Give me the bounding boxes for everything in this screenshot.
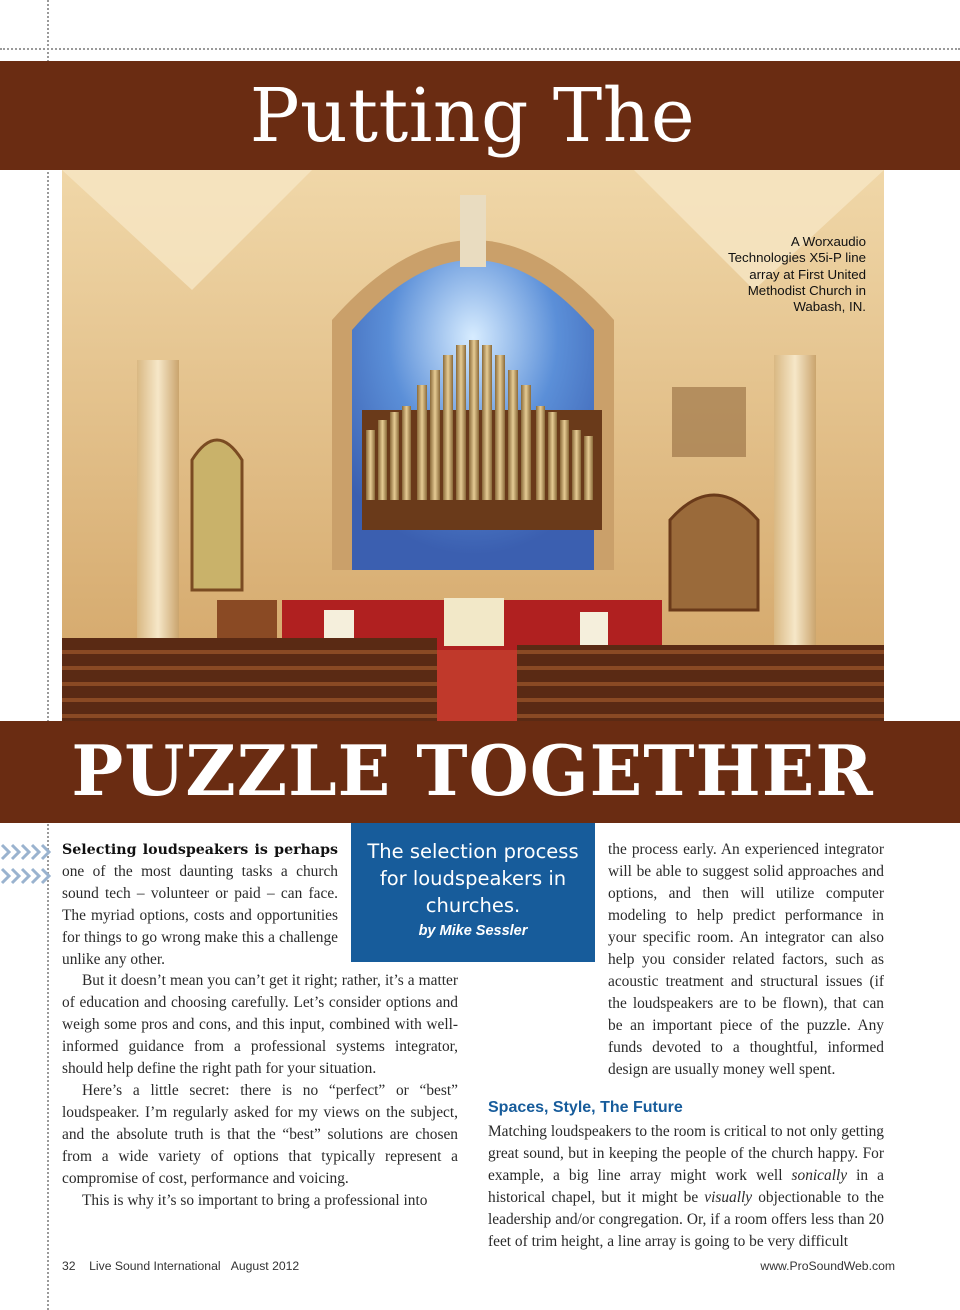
photo-caption: A Worxaudio Technologies X5i-P line array at First United Methodist Church in Wabash, IN. — [728, 234, 866, 315]
footer-left — [62, 1259, 299, 1273]
paragraph-6-part-c: objectionable to the leadership and/or congregation. Or, if a room offers less than 20 feet of trim height, a line array is going to be very difficult — [488, 1189, 884, 1250]
paragraph-6-part-b: in a historical chapel, but it might be — [488, 1167, 884, 1206]
altar-cloth — [444, 598, 504, 646]
crop-guide-vertical — [47, 0, 49, 1310]
hanging-line-array — [460, 195, 486, 267]
crop-guide-horizontal — [0, 48, 960, 50]
chevron-arrows-icon — [0, 842, 56, 890]
lead-in: Selecting loudspeakers is perhaps — [62, 842, 338, 858]
pews-left — [62, 638, 437, 721]
paragraph-2: But it doesn’t mean you can’t get it right; rather, it’s a matter of education and choosing carefully. Let’s consider options and weigh some pros and cons, and this input, combined with well-informed guidance from a professional systems integrator, should help define the right path for your situation. — [62, 972, 458, 1077]
paragraph-6-part-a: Matching loudspeakers to the room is critical to not only getting great sound, but in keeping the people of the church happy. For example, a big line array might work well — [488, 1123, 884, 1184]
pews-right — [517, 645, 884, 721]
paragraph-5-text: the process early. An experienced integrator will be able to suggest solid approaches and options, and then will utilize computer modeling to help predict performance in your specific room. An integrator can also help you consider related factors, such as acoustic treatment and structural issues (if the loudspeakers are to be flown), that can be an important piece of the puzzle. Any funds devoted to a thoughtful, informed design are usually money well spent. — [608, 841, 884, 1078]
paragraph-3: Here’s a little secret: there is no “perfect” or “best” loudspeaker. I’m regularly asked for my views on the subject, and the absolute truth is that the “best” solutions are chosen from a wide variety of options that typically represent a compromise of cost, performance and voicing. — [62, 1082, 458, 1187]
publication-name: Live Sound International — [89, 1259, 221, 1273]
byline: by Mike Sessler — [418, 923, 528, 939]
article-column-left — [62, 970, 458, 1212]
paragraph-6 — [488, 1121, 884, 1253]
center-aisle — [437, 650, 517, 721]
paragraph-4: This is why it’s so important to bring a professional into — [82, 1192, 428, 1209]
article-column-right — [488, 839, 884, 1253]
issue-date: August 2012 — [230, 1259, 300, 1273]
doorway-arch — [670, 495, 758, 610]
stained-glass-window — [192, 440, 242, 590]
emphasis-visually: visually — [704, 1189, 753, 1206]
page-title-line1: Putting The — [249, 73, 696, 159]
footer-website: www.ProSoundWeb.com — [760, 1259, 895, 1273]
section-subhead: Spaces, Style, The Future — [488, 1099, 683, 1116]
article-column-left-top — [62, 839, 338, 971]
church-photo — [62, 170, 884, 721]
pull-quote-text: The selection process for loudspeakers in churches. — [367, 840, 579, 917]
page-title-line2: PUZZLE TOGETHER — [71, 731, 874, 812]
emphasis-sonically: sonically — [791, 1167, 848, 1184]
paragraph-1: one of the most daunting tasks a church sound tech – volunteer or paid – can face. The myriad options, costs and opportunities for things to go wrong make this a challenge unlike any other. — [62, 863, 338, 968]
paragraph-5 — [488, 839, 884, 1081]
page-number: 32 — [62, 1259, 76, 1273]
